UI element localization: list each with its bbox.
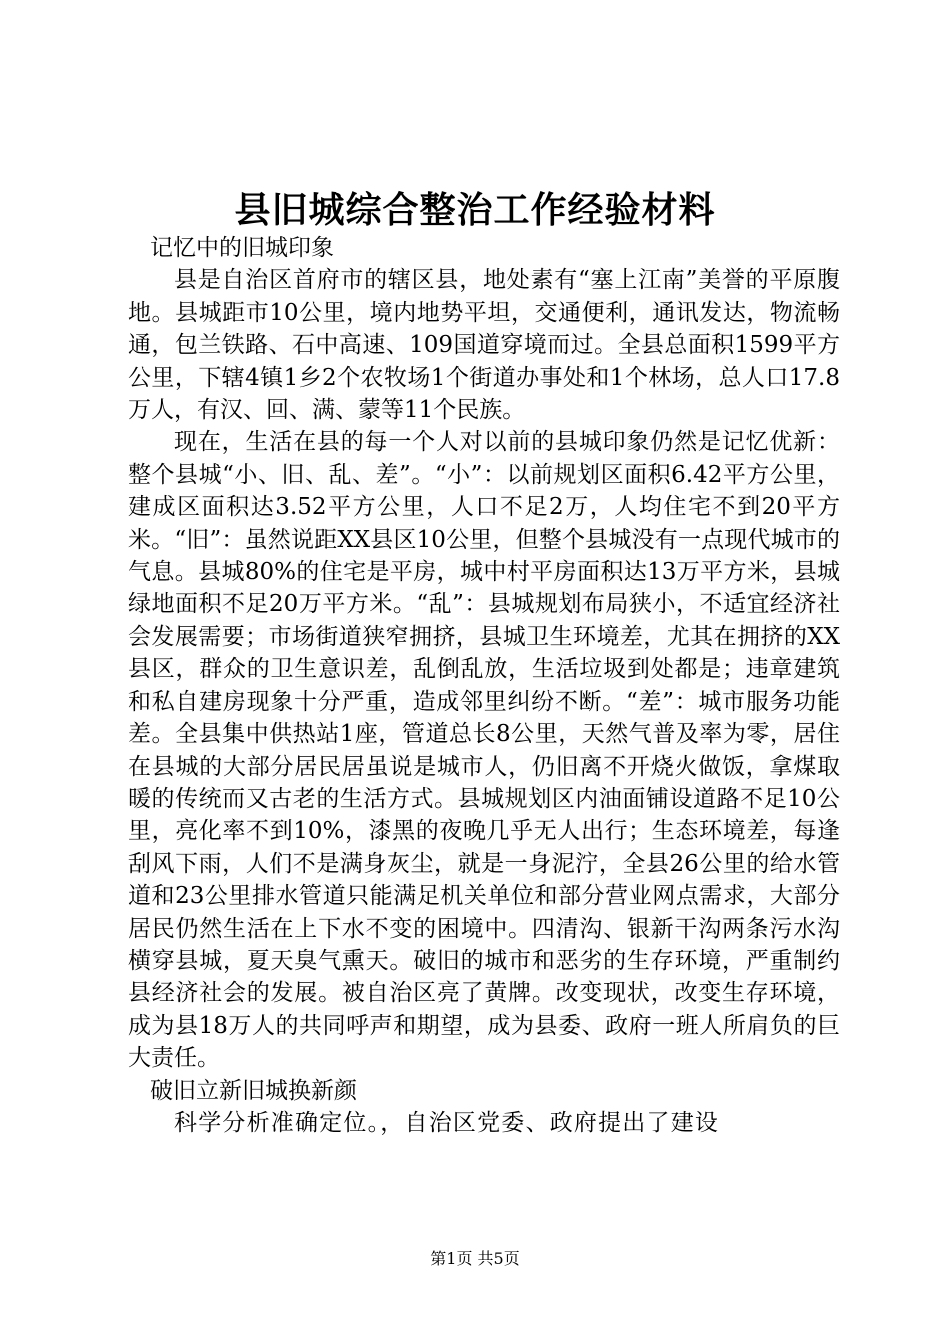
document-title: 县旧城综合整治工作经验材料 xyxy=(234,189,716,231)
section-heading-memory: 记忆中的旧城印象 xyxy=(150,235,334,261)
paragraph-county-overview: 县是自治区首府市的辖区县，地处素有“塞上江南”美誉的平原腹地。县城距市10公里，境内地势平坦，交通便利，通讯发达，物流畅通，包兰铁路、石中高速、109国道穿境而过。全县总面积1599平方公里，下辖4镇1乡2个农牧场1个街道办事处和1个林场，总人口17.8万人，有汉、回、满、蒙等11个民族。 xyxy=(128,267,840,424)
page-footer: 第1页 共5页 xyxy=(430,1249,520,1268)
paragraph-old-city-impression: 现在，生活在县的每一个人对以前的县城印象仍然是记忆优新：整个县城“小、旧、乱、差”。“小”：以前规划区面积6.42平方公里，建成区面积达3.52平方公里，人口不足2万，人均住宅不到20平方米。“旧”：虽然说距XX县区10公里，但整个县城没有一点现代城市的气息。县城80%的住宅是平房，城中村平房面积达13万平方米，县城绿地面积不足20万平方米。“乱”：县城规划布局狭小，不适宜经济社会发展需要；市场街道狭窄拥挤，县城卫生环境差，尤其在拥挤的XX县区，群众的卫生意识差，乱倒乱放，生活垃圾到处都是；违章建筑和私自建房现象十分严重，造成邻里纠纷不断。“差”：城市服务功能差。全县集中供热站1座，管道总长8公里，天然气普及率为零，居住在县城的大部分居民居虽说是城市人，仍旧离不开烧火做饭，拿煤取暖的传统而又古老的生活方式。县城规划区内油面铺设道路不足10公里，亮化率不到10%，漆黑的夜晚几乎无人出行；生态环境差，每逢刮风下雨，人们不是满身灰尘，就是一身泥泞，全县26公里的给水管道和23公里排水管道只能满足机关单位和部分营业网点需求，大部分居民仍然生活在上下水不变的困境中。四清沟、银新干沟两条污水沟横穿县城，夏天臭气熏天。破旧的城市和恶劣的生存环境，严重制约县经济社会的发展。被自治区亮了黄牌。改变现状，改变生存环境，成为县18万人的共同呼声和期望，成为县委、政府一班人所肩负的巨大责任。 xyxy=(128,429,840,1072)
document-body xyxy=(128,232,840,1139)
paragraph-scientific-positioning: 科学分析准确定位。，自治区党委、政府提出了建设 xyxy=(174,1109,720,1136)
section-heading-renewal: 破旧立新旧城换新颜 xyxy=(150,1077,357,1104)
